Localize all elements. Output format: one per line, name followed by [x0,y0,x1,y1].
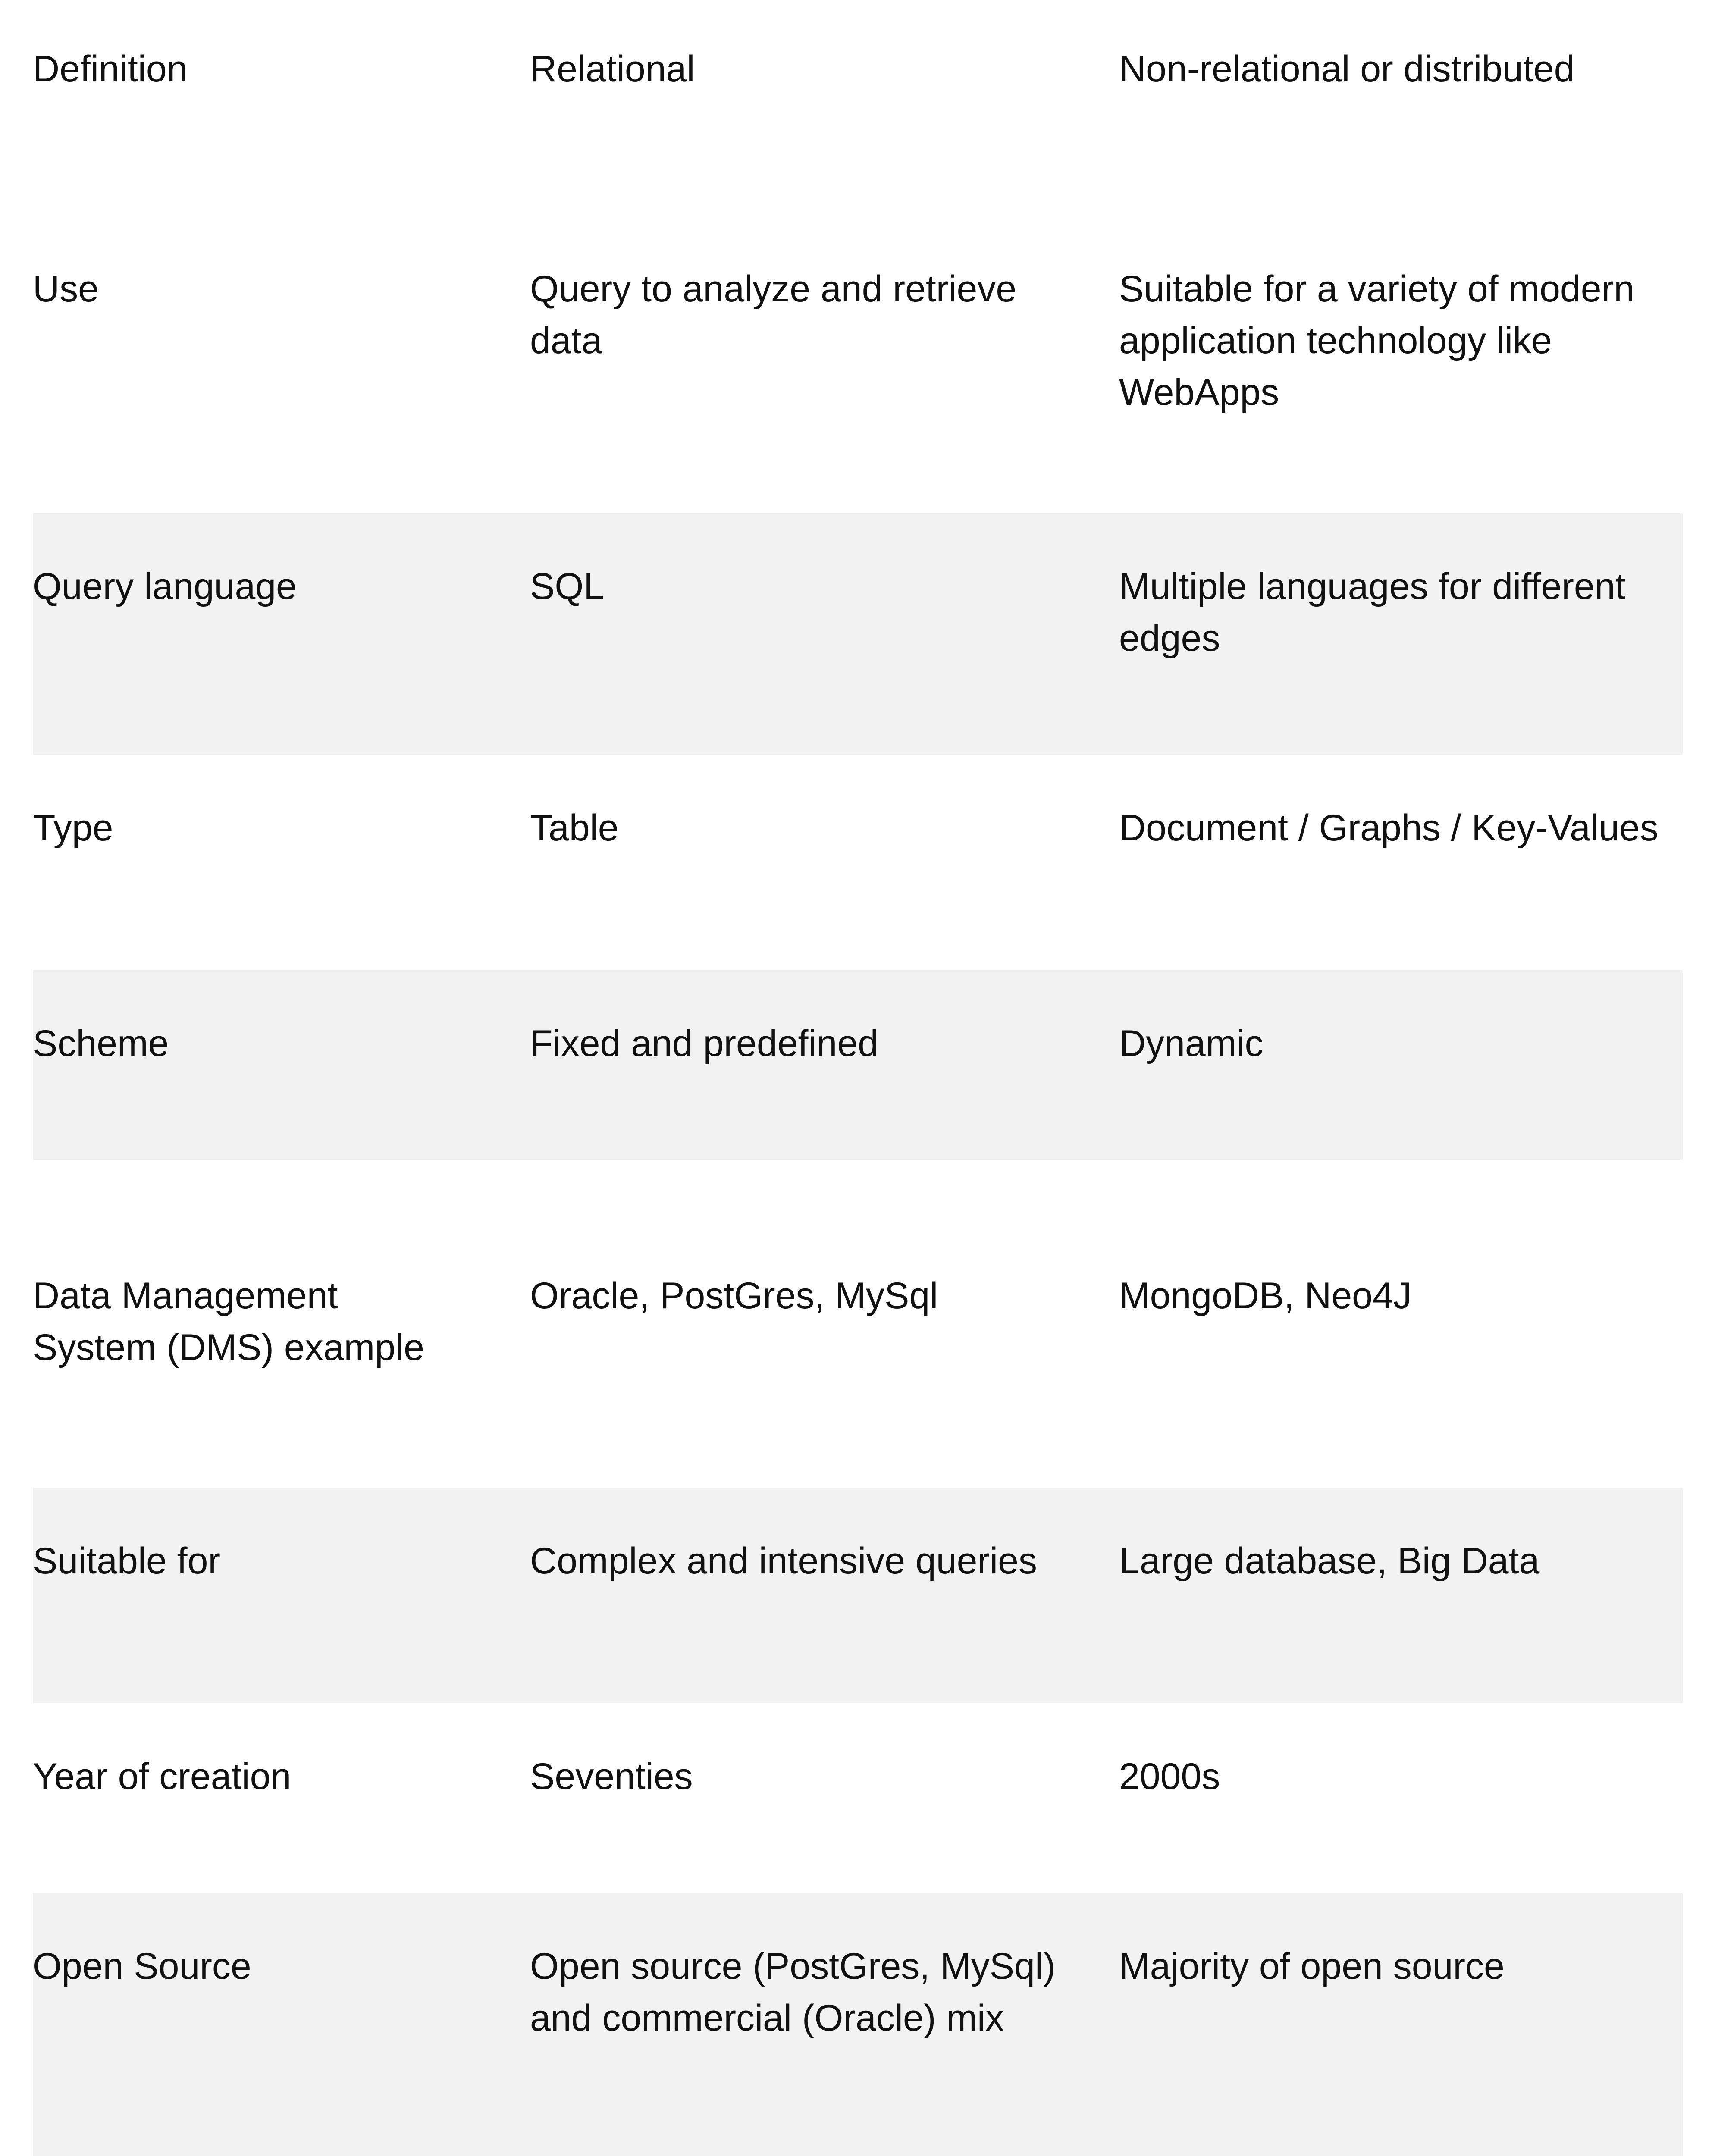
relational-value-line: data [530,320,602,361]
row-label [33,1535,507,1587]
nonrelational-value [1119,1018,1680,1069]
relational-value-line: and commercial (Oracle) mix [530,1997,1004,2039]
row-label-line: Use [33,268,99,310]
row-label [33,43,507,95]
relational-value [530,1940,1091,2044]
relational-value [530,1018,1091,1069]
table-row [33,1488,1683,1703]
table-row [33,1160,1683,1488]
relational-value-line: Table [530,807,619,849]
row-label-line: Query language [33,566,297,607]
table-row [33,0,1683,190]
row-label-line: Type [33,807,113,849]
nonrelational-value-line: Multiple languages for different [1119,566,1626,607]
row-label [33,1751,507,1802]
relational-value [530,43,1091,95]
relational-value-line: SQL [530,566,605,607]
relational-value [530,561,1091,612]
nonrelational-value [1119,1535,1680,1587]
relational-value-line: Seventies [530,1756,693,1797]
row-label-line: Year of creation [33,1756,292,1797]
row-label [33,1940,507,1992]
relational-value [530,802,1091,854]
nonrelational-value [1119,263,1680,418]
nonrelational-value [1119,561,1680,664]
nonrelational-value-line: application technology like [1119,320,1552,361]
relational-value-line: Query to analyze and retrieve [530,268,1017,310]
nonrelational-value-line: MongoDB, Neo4J [1119,1275,1412,1316]
table-row [33,755,1683,970]
relational-value [530,1751,1091,1802]
relational-value [530,1535,1091,1587]
row-label [33,802,507,854]
nonrelational-value [1119,1751,1680,1802]
nonrelational-value-line: Dynamic [1119,1023,1264,1064]
nonrelational-value-line: WebApps [1119,372,1279,413]
relational-value-line: Fixed and predefined [530,1023,879,1064]
table-row [33,190,1683,513]
nonrelational-value [1119,1940,1680,1992]
table-row [33,1893,1683,2156]
table-row [33,1703,1683,1893]
row-label-line: Definition [33,48,188,90]
table-row [33,513,1683,755]
row-label-line: Scheme [33,1023,169,1064]
relational-value-line: Open source (PostGres, MySql) [530,1946,1056,1987]
row-label [33,1270,507,1373]
row-label-line: Suitable for [33,1540,221,1582]
nonrelational-value-line: 2000s [1119,1756,1220,1797]
relational-value-line: Oracle, PostGres, MySql [530,1275,938,1316]
row-label-line: Open Source [33,1946,251,1987]
row-label [33,1018,507,1069]
relational-value-line: Relational [530,48,695,90]
nonrelational-value [1119,1270,1680,1322]
row-label [33,561,507,612]
nonrelational-value-line: Non-relational or distributed [1119,48,1575,90]
nonrelational-value-line: edges [1119,617,1220,659]
relational-value [530,1270,1091,1322]
nonrelational-value [1119,802,1680,854]
row-label [33,263,507,315]
row-label-line: Data Management [33,1275,338,1316]
relational-value-line: Complex and intensive queries [530,1540,1037,1582]
nonrelational-value-line: Large database, Big Data [1119,1540,1540,1582]
relational-value [530,263,1091,367]
nonrelational-value-line: Document / Graphs / Key-Values [1119,807,1659,849]
nonrelational-value-line: Suitable for a variety of modern [1119,268,1635,310]
row-label-line: System (DMS) example [33,1327,424,1368]
table-row [33,970,1683,1160]
nonrelational-value [1119,43,1680,95]
nonrelational-value-line: Majority of open source [1119,1946,1505,1987]
